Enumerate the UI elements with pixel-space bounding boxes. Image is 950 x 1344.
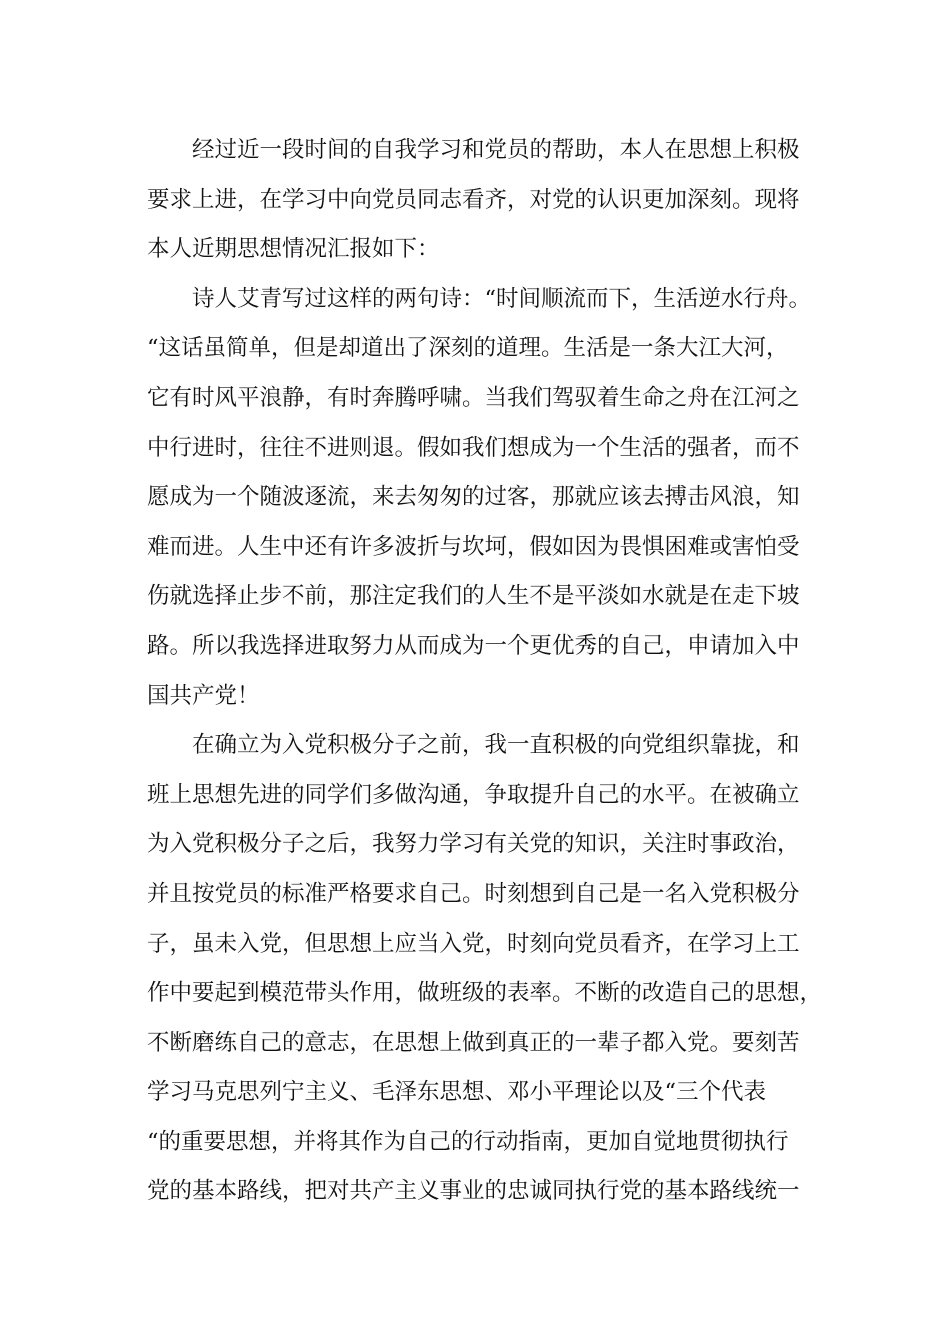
paragraph-2-line-3: 它有时风平浪静，有时奔腾呼啸。当我们驾驭着生命之舟在江河之 [147,384,800,411]
paragraph-2-line-2: “这话虽简单，但是却道出了深刻的道理。生活是一条大江大河， [147,335,789,362]
paragraph-2-line-6: 难而进。人生中还有许多波折与坎坷，假如因为畏惧困难或害怕受 [147,533,800,560]
paragraph-2-line-1: 诗人艾青写过这样的两句诗：“时间顺流而下，生活逆水行舟。 [192,285,812,312]
paragraph-2-line-9: 国共产党！ [147,682,260,709]
paragraph-1-line-2: 要求上进，在学习中向党员同志看齐，对党的认识更加深刻。现将 [147,186,800,213]
paragraph-3-line-8: 学习马克思列宁主义、毛泽东思想、邓小平理论以及“三个代表 [147,1079,767,1106]
paragraph-3-line-4: 并且按党员的标准严格要求自己。时刻想到自己是一名入党积极分 [147,880,800,907]
paragraph-3-line-2: 班上思想先进的同学们多做沟通，争取提升自己的水平。在被确立 [147,781,800,808]
paragraph-3-line-5: 子，虽未入党，但思想上应当入党，时刻向党员看齐，在学习上工 [147,930,800,957]
paragraph-2-line-8: 路。所以我选择进取努力从而成为一个更优秀的自己，申请加入中 [147,632,800,659]
paragraph-3-line-9: “的重要思想，并将其作为自己的行动指南，更加自觉地贯彻执行 [147,1128,789,1155]
paragraph-2-line-7: 伤就选择止步不前，那注定我们的人生不是平淡如水就是在走下坡 [147,583,800,610]
paragraph-3-line-10: 党的基本路线，把对共产主义事业的忠诚同执行党的基本路线统一 [147,1178,800,1205]
document-body [147,126,837,1217]
paragraph-3-line-1: 在确立为入党积极分子之前，我一直积极的向党组织靠拢，和 [192,732,800,759]
paragraph-3-line-6: 作中要起到模范带头作用，做班级的表率。不断的改造自己的思想， [147,980,823,1007]
paragraph-2-line-5: 愿成为一个随波逐流，来去匆匆的过客，那就应该去搏击风浪，知 [147,484,800,511]
paragraph-3-line-3: 为入党积极分子之后，我努力学习有关党的知识，关注时事政治， [147,831,800,858]
paragraph-1-line-3: 本人近期思想情况汇报如下： [147,236,440,263]
paragraph-1-line-1: 经过近一段时间的自我学习和党员的帮助，本人在思想上积极 [192,137,800,163]
paragraph-2-line-4: 中行进时，往往不进则退。假如我们想成为一个生活的强者，而不 [147,434,800,461]
paragraph-3-line-7: 不断磨练自己的意志，在思想上做到真正的一辈子都入党。要刻苦 [147,1029,800,1056]
